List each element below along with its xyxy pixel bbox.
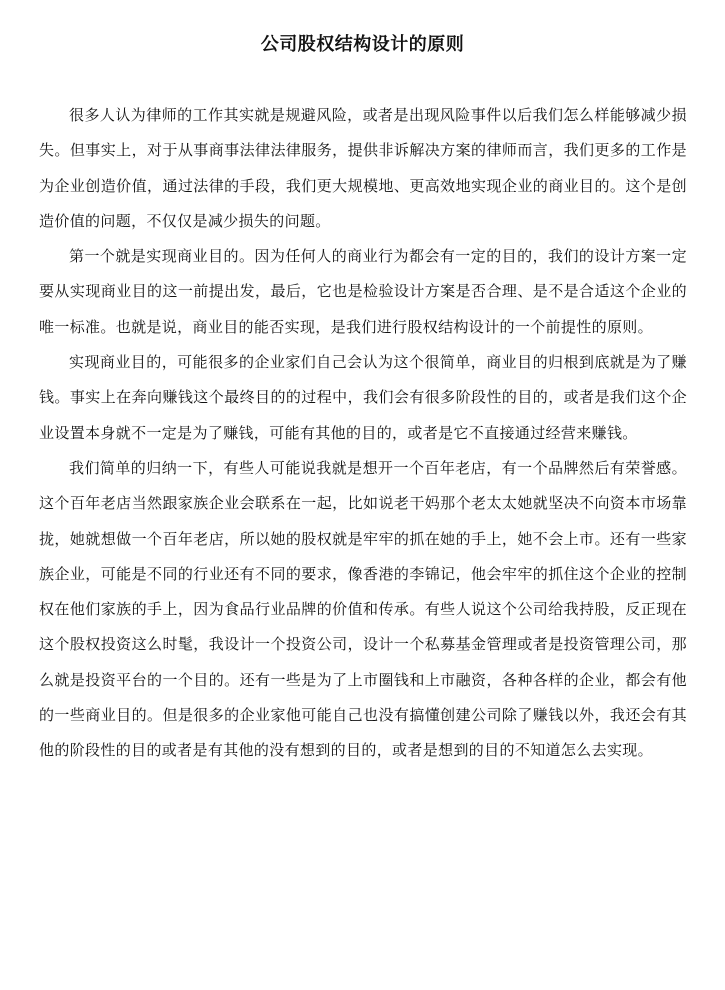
document-title: 公司股权结构设计的原则	[260, 34, 465, 55]
paragraph-4: 我们简单的归纳一下，有些人可能说我就是想开一个百年老店，有一个品牌然后有荣誉感。这个百年老店当然跟家族企业会联系在一起，比如说老干妈那个老太太她就坚决不向资本市场靠拢，她就想做一个百年老店，所以她的股权就是牢牢的抓在她的手上，她不会上市。还有一些家族企业，可能是不同的行业还有不同的要求，像香港的李锦记，他会牢牢的抓住这个企业的控制权在他们家族的手上，因为食品行业品牌的价值和传承。有些人说这个公司给我持股，反正现在这个股权投资这么时髦，我设计一个投资公司，设计一个私募基金管理或者是投资管理公司，那么就是投资平台的一个目的。还有一些是为了上市圈钱和上市融资，各种各样的企业，都会有他的一些商业目的。但是很多的企业家他可能自己也没有搞懂创建公司除了赚钱以外，我还会有其他的阶段性的目的或者是有其他的没有想到的目的，或者是想到的目的不知道怎么去实现。	[39, 458, 687, 760]
paragraph-2: 第一个就是实现商业目的。因为任何人的商业行为都会有一定的目的，我们的设计方案一定要从实现商业目的这一前提出发，最后，它也是检验设计方案是否合理、是不是合适这个企业的唯一标准。也就是说，商业目的能否实现，是我们进行股权结构设计的一个前提性的原则。	[39, 247, 687, 336]
document-body	[39, 98, 687, 769]
paragraph-3: 实现商业目的，可能很多的企业家们自己会认为这个很简单，商业目的归根到底就是为了赚钱。事实上在奔向赚钱这个最终目的的过程中，我们会有很多阶段性的目的，或者是我们这个企业设置本身就不一定是为了赚钱，可能有其他的目的，或者是它不直接通过经营来赚钱。	[39, 353, 687, 442]
paragraph-1: 很多人认为律师的工作其实就是规避风险，或者是出现风险事件以后我们怎么样能够减少损失。但事实上，对于从事商事法律法律服务，提供非诉解决方案的律师而言，我们更多的工作是为企业创造价值，通过法律的手段，我们更大规模地、更高效地实现企业的商业目的。这个是创造价值的问题，不仅仅是减少损失的问题。	[39, 106, 687, 230]
